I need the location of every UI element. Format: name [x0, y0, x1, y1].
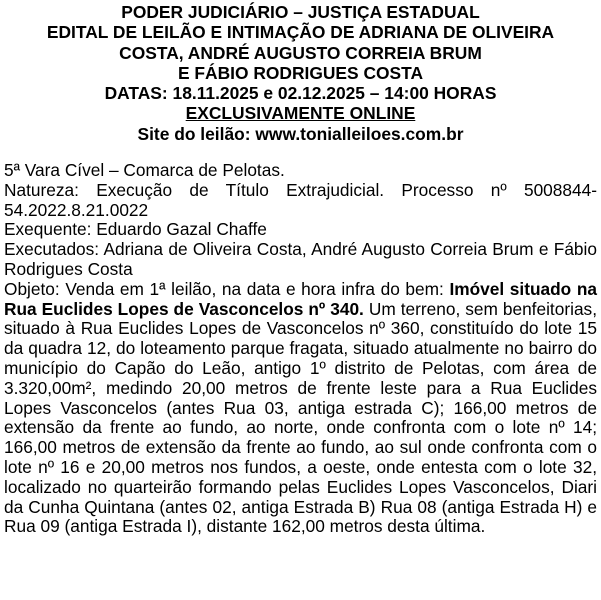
- document-header: [4, 2, 597, 144]
- executados-paragraph: Executados: Adriana de Oliveira Costa, André Augusto Correia Brum e Fábio Rodrigues Costa: [4, 239, 597, 280]
- objeto-property-title: Imóvel situado na Rua Euclides Lopes de Vasconcelos nº 340.: [4, 278, 598, 319]
- header-edital-names: COSTA, ANDRÉ AUGUSTO CORREIA BRUM: [119, 42, 482, 63]
- header-dates: DATAS: 18.11.2025 e 02.12.2025 – 14:00 HORAS: [104, 83, 497, 104]
- spacer: [4, 144, 597, 161]
- header-edital-title: EDITAL DE LEILÃO E INTIMAÇÃO DE ADRIANA DE OLIVEIRA: [46, 22, 555, 43]
- vara-line: 5ª Vara Cível – Comarca de Pelotas.: [4, 160, 285, 181]
- objeto-description: Um terreno, sem benfeitorias, situado à Rua Euclides Lopes de Vasconcelos nº 360, constituído do lote 15 da quadra 12, do loteamento parque fragata, situado atualmente no bairro do município do Capão do Leão, antigo 1º distrito de Pelotas, com área de 3.320,00m², medindo 20,00 metros de frente leste para a Rua Euclides Lopes Vasconcelos (antes Rua 03, antiga estrada C); 166,00 metros de extensão da frente ao fundo, ao norte, onde confronta com o lote nº 14; 166,00 metros de extensão da frente ao fundo, ao sul onde confronta com o lote nº 16 e 20,00 metros nos fundos, a oeste, onde entesta com o lote 32, localizado no quarteirão formando pelas Euclides Lopes Vasconcelos, Diari da Cunha Quintana (antes 02, antiga Estrada B) Rua 08 (antiga Estrada H) e Rua 09 (antiga Estrada I), distante 162,00 metros desta última.: [4, 298, 597, 537]
- exequente-line: Exequente: Eduardo Gazal Chaffe: [4, 219, 267, 240]
- document-body: [4, 161, 597, 537]
- header-site: Site do leilão: www.tonialleiloes.com.br: [137, 123, 464, 144]
- header-court: PODER JUDICIÁRIO – JUSTIÇA ESTADUAL: [121, 2, 480, 22]
- objeto-paragraph: [4, 280, 597, 537]
- header-online-notice: EXCLUSIVAMENTE ONLINE: [185, 103, 416, 124]
- header-edital-names-cont: E FÁBIO RODRIGUES COSTA: [177, 62, 424, 83]
- objeto-prefix: Objeto: Venda em 1ª leilão, na data e hora infra do bem:: [4, 278, 450, 299]
- natureza-paragraph: Natureza: Execução de Título Extrajudicial. Processo nº 5008844-54.2022.8.21.0022: [4, 179, 597, 220]
